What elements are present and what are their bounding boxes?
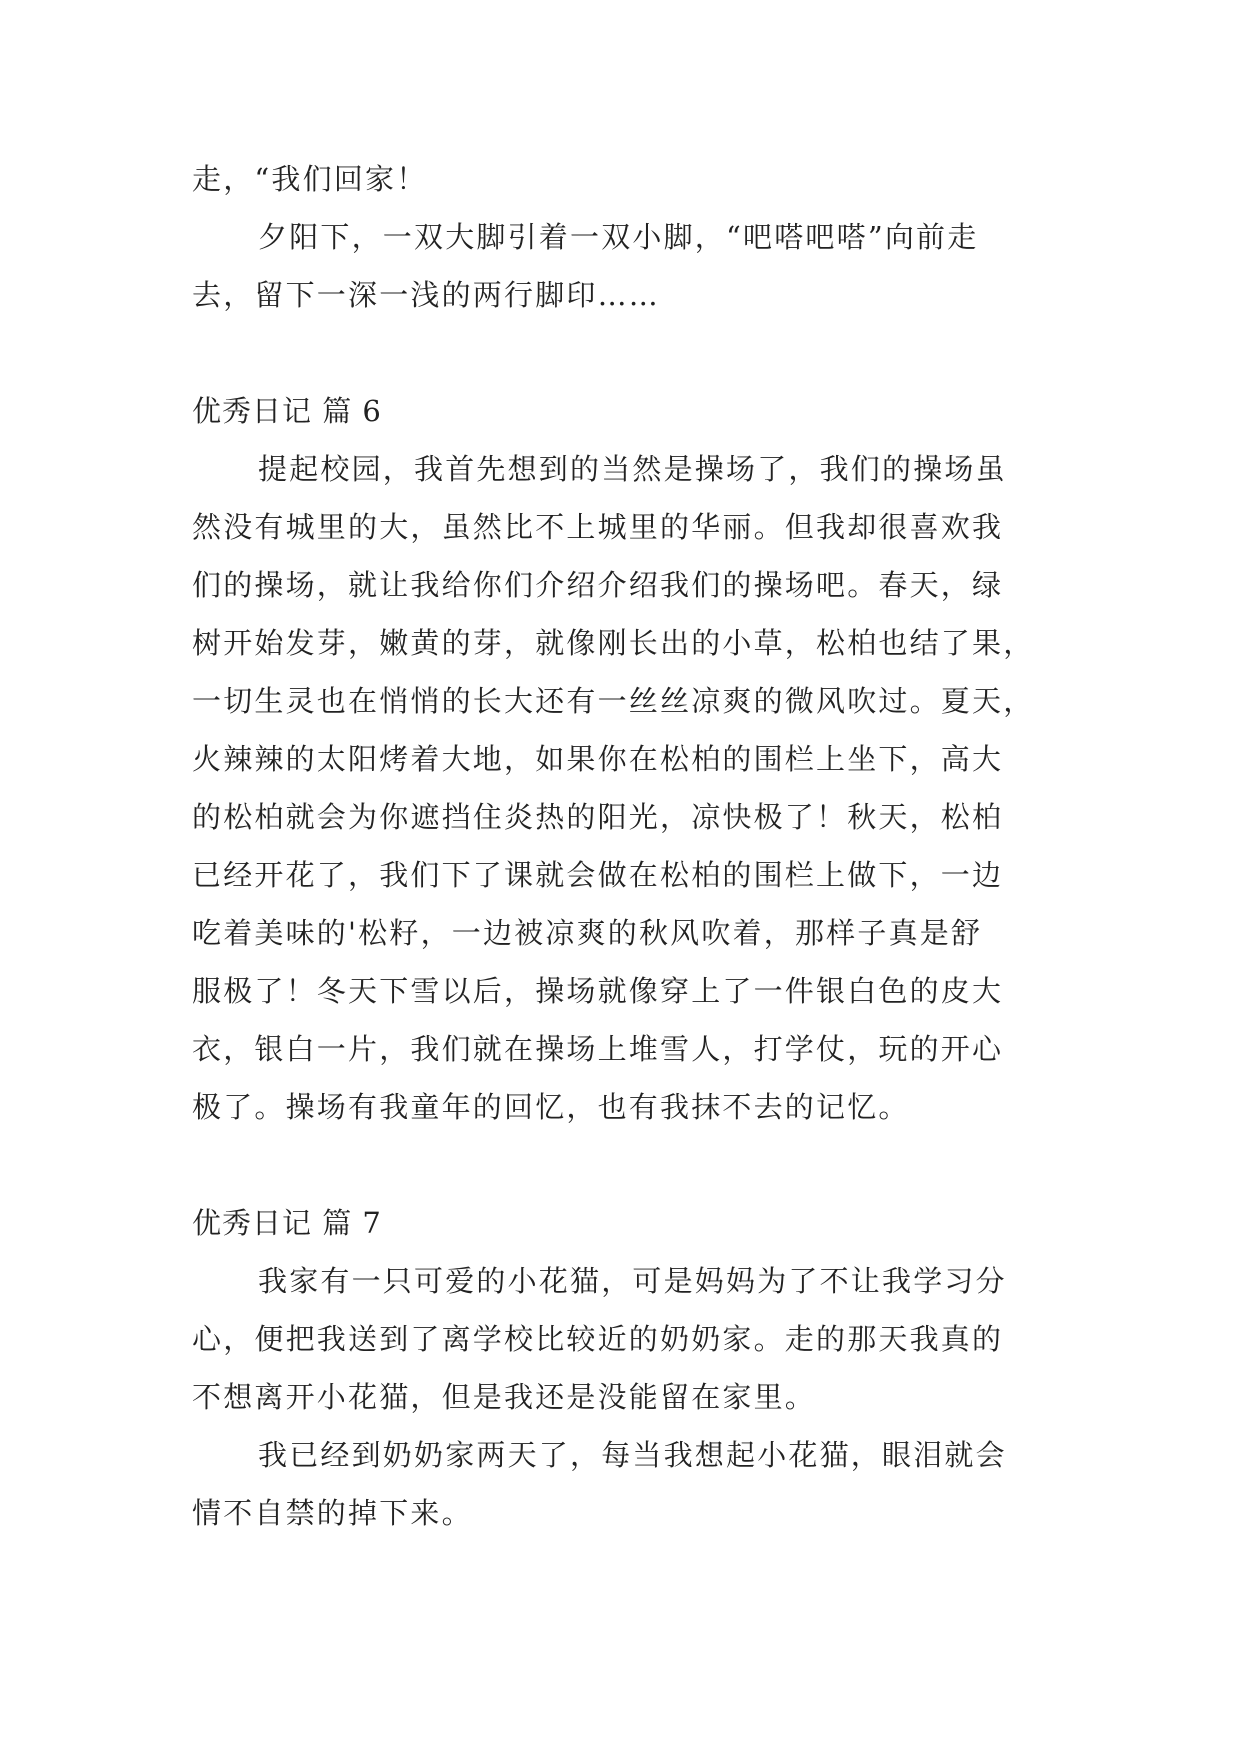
paragraph-line: 情不自禁的掉下来。 [192,1496,473,1530]
section-gap [192,324,1054,382]
paragraph-line: 的松柏就会为你遮挡住炎热的阳光，凉快极了！秋天，松柏 [192,800,1004,834]
section-heading: 优秀日记 篇 7 [192,1206,382,1240]
paragraph-line: 火辣辣的太阳烤着大地，如果你在松柏的围栏上坐下，高大 [192,742,1004,776]
paragraph-line: 不想离开小花猫，但是我还是没能留在家里。 [192,1380,817,1414]
paragraph-line: 然没有城里的大，虽然比不上城里的华丽。但我却很喜欢我 [192,510,1004,544]
document-page [192,150,1054,1542]
paragraph-line: 吃着美味的'松籽，一边被凉爽的秋风吹着，那样子真是舒 [192,916,983,950]
paragraph-line: 去，留下一深一浅的两行脚印…… [192,278,661,312]
paragraph-line: 服极了！冬天下雪以后，操场就像穿上了一件银白色的皮大 [192,974,1004,1008]
paragraph-line: 树开始发芽，嫩黄的芽，就像刚长出的小草，松柏也结了果， [192,626,1035,660]
paragraph-line: 提起校园，我首先想到的当然是操场了，我们的操场虽 [258,452,1007,486]
section-heading: 优秀日记 篇 6 [192,394,382,428]
paragraph-line: 已经开花了，我们下了课就会做在松柏的围栏上做下，一边 [192,858,1004,892]
paragraph-line: 心，便把我送到了离学校比较近的奶奶家。走的那天我真的 [192,1322,1004,1356]
paragraph-line: 极了。操场有我童年的回忆，也有我抹不去的记忆。 [192,1090,910,1124]
paragraph-line: 我已经到奶奶家两天了，每当我想起小花猫，眼泪就会 [258,1438,1007,1472]
paragraph-line: 一切生灵也在悄悄的长大还有一丝丝凉爽的微风吹过。夏天， [192,684,1035,718]
paragraph-line: 走，“我们回家！ [192,162,428,196]
paragraph-line: 我家有一只可爱的小花猫，可是妈妈为了不让我学习分 [258,1264,1007,1298]
paragraph-line: 衣，银白一片，我们就在操场上堆雪人，打学仗，玩的开心 [192,1032,1004,1066]
section-gap [192,1136,1054,1194]
paragraph-line: 们的操场，就让我给你们介绍介绍我们的操场吧。春天，绿 [192,568,1004,602]
paragraph-line: 夕阳下，一双大脚引着一双小脚，“吧嗒吧嗒”向前走 [258,220,979,254]
